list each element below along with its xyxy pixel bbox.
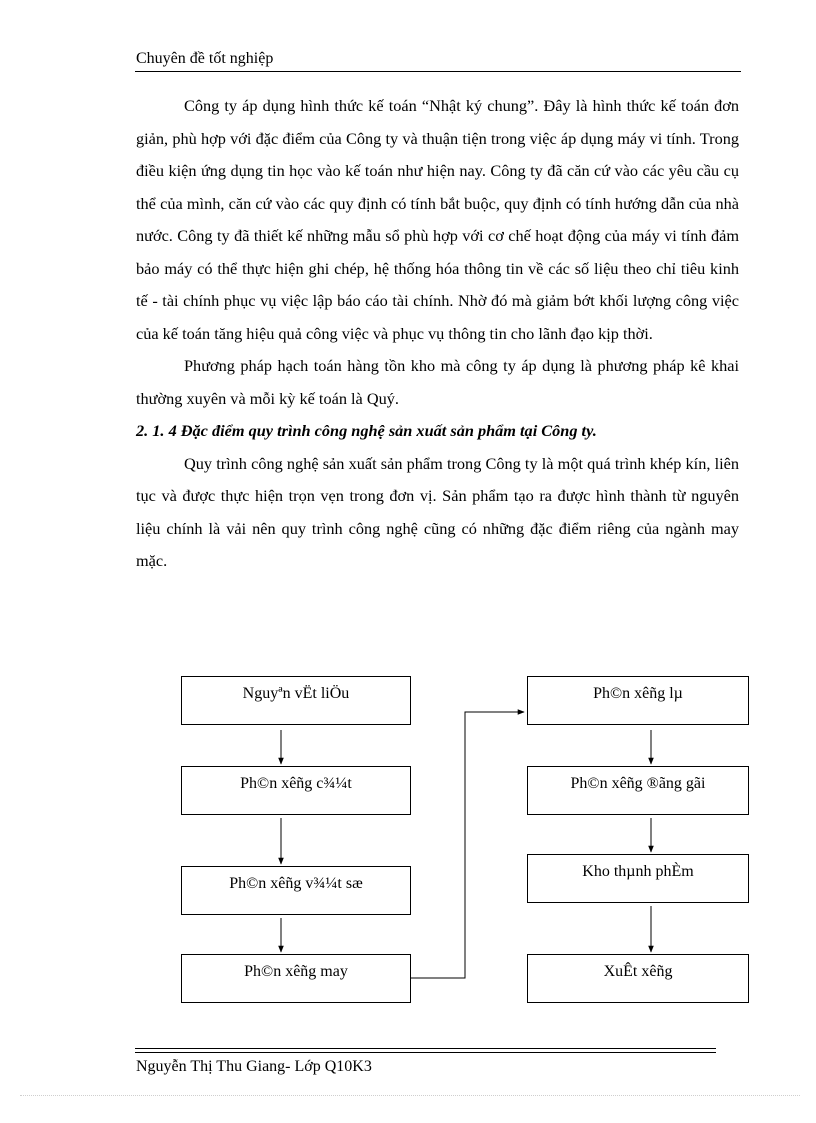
page-footer: Nguyễn Thị Thu Giang- Lớp Q10K3 xyxy=(136,1058,372,1075)
box-cutting-workshop: Ph©n xêñg c¾¼t xyxy=(181,766,411,815)
paragraph-1: Công ty áp dụng hình thức kế toán “Nhật ký chung”. Đây là hình thức kế toán đơn giản, phù hợp với đặc điểm của Công ty và thuận tiện trong việc áp dụng máy vi tính. Trong điều kiện ứng dụng tin học vào kế toán như hiện nay. Công ty đã căn cứ vào các yêu cầu cụ thể của mình, căn cứ vào các quy định có tính bắt buộc, quy định có tính hướng dẫn của nhà nước. Công ty đã thiết kế những mẫu sổ phù hợp với cơ chế hoạt động của máy vi tính đảm bảo máy có thể thực hiện ghi chép, hệ thống hóa thông tin về các số liệu theo chỉ tiêu kinh tế - tài chính phục vụ việc lập báo cáo tài chính. Nhờ đó mà giảm bớt khối lượng công việc của kế toán tăng hiệu quả công việc và phục vụ thông tin cho lãnh đạo kịp thời. xyxy=(136,96,739,343)
footer-rule-top xyxy=(135,1048,716,1049)
connector-l4-r1 xyxy=(410,712,524,978)
page-header: Chuyên đề tốt nghiệp xyxy=(136,50,274,67)
box-shipping: XuÊt xêñg xyxy=(527,954,749,1003)
box-packing-workshop: Ph©n xêñg ®ãng gãi xyxy=(527,766,749,815)
paragraph-2: Phương pháp hạch toán hàng tồn kho mà công ty áp dụng là phương pháp kê khai thường xuyên và mỗi kỳ kế toán là Quý. xyxy=(136,356,739,408)
page-bottom-dotted-line xyxy=(20,1095,800,1096)
box-ironing-workshop: Ph©n xêñg lµ xyxy=(527,676,749,725)
section-heading: 2. 1. 4 Đặc điểm quy trình công nghệ sản xuất sản phẩm tại Công ty. xyxy=(136,421,597,440)
box-sewing-prep-workshop: Ph©n xêñg v¾¼t sæ xyxy=(181,866,411,915)
paragraph-3: Quy trình công nghệ sản xuất sản phẩm trong Công ty là một quá trình khép kín, liên tục và được thực hiện trọn vẹn trong đơn vị. Sản phẩm tạo ra được hình thành từ nguyên liệu chính là vải nên quy trình công nghệ cũng có những đặc điểm riêng của ngành may mặc. xyxy=(136,453,739,570)
box-sewing-workshop: Ph©n xêñg may xyxy=(181,954,411,1003)
box-finished-goods-warehouse: Kho thµnh phÈm xyxy=(527,854,749,903)
footer-rule-bottom xyxy=(135,1052,716,1053)
box-raw-materials: Nguyªn vËt liÖu xyxy=(181,676,411,725)
